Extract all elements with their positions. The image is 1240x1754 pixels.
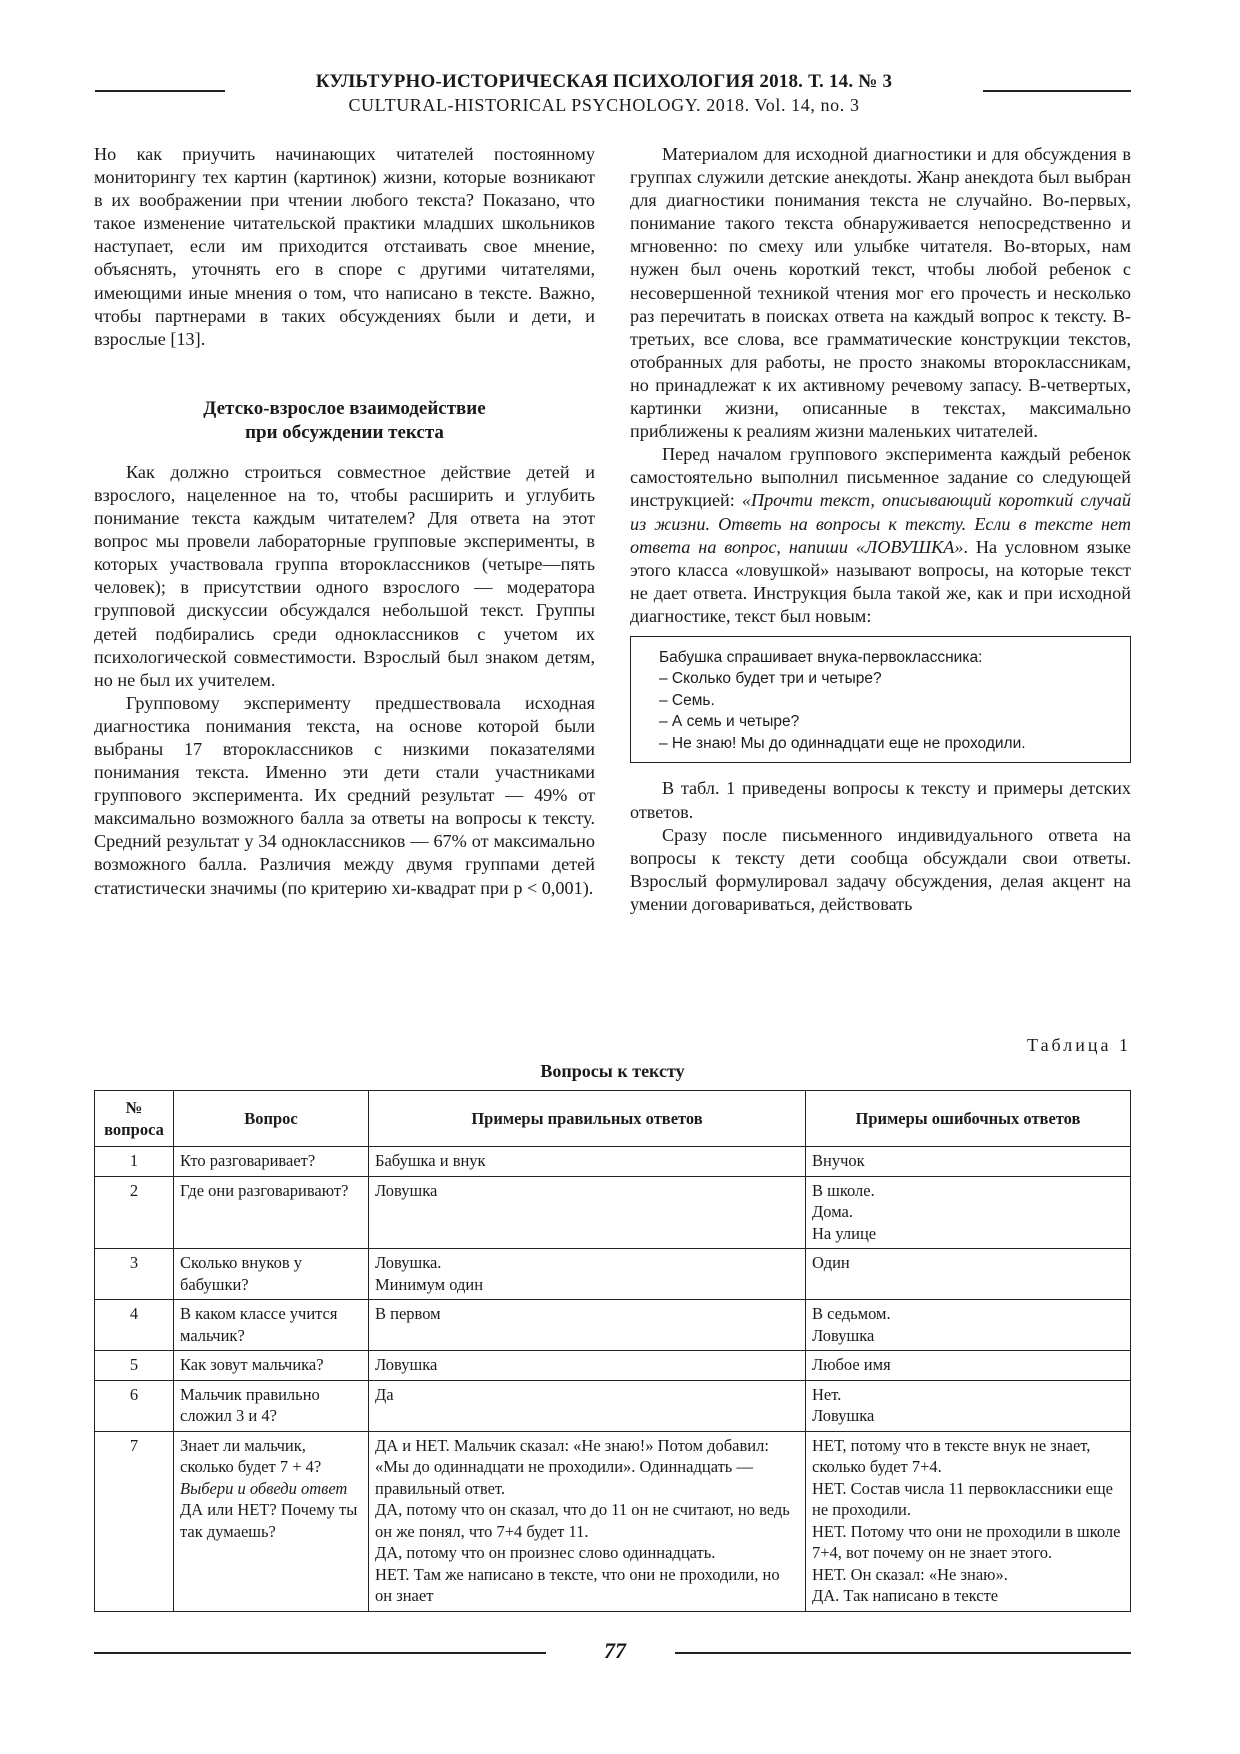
journal-header — [230, 70, 978, 116]
table-row — [95, 1249, 1131, 1300]
paragraph: Групповому эксперименту предшествовала исходная диагностика понимания текста, на основе которой были выбраны 17 второклассников с низкими показателями понимания текста. Именно эти дети стали участниками группового эксперимента. Их средний результат — 49% от максимально возможного балла за ответы на вопросы к тексту. Средний результат у 34 одноклассников — 67% от максимально возможного балла. Различия между двумя группами детей статистически значимы (по критерию хи-квадрат при р < 0,001). — [94, 692, 595, 898]
header-number: № вопроса — [95, 1091, 174, 1147]
row-correct: Да — [369, 1380, 806, 1431]
table-caption: Таблица 1 — [1027, 1035, 1131, 1055]
row-question: Где они разговаривают? — [174, 1176, 369, 1249]
header-rule-right — [983, 90, 1131, 92]
paragraph: В табл. 1 приведены вопросы к тексту и примеры детских ответов. — [630, 778, 1131, 822]
row-correct: ДА и НЕТ. Мальчик сказал: «Не знаю!» Потом добавил: «Мы до одиннадцати не проходили». Одиннадцать — правильный ответ. ДА, потому что он сказал, что до 11 он не считают, но ведь он же понял, что 7+4 будет 11. ДА, потому что он произнес слово одиннадцать. НЕТ. Там же написано в тексте, что они не проходили, но он знает — [369, 1431, 806, 1611]
row-wrong: Нет. Ловушка — [806, 1380, 1131, 1431]
row-correct: Ловушка — [369, 1176, 806, 1249]
row-wrong: Внучок — [806, 1147, 1131, 1177]
row-question: Кто разговаривает? — [174, 1147, 369, 1177]
paragraph-intro: Но как приучить начинающих читателей постоянному мониторингу тех картин (картинок) жизни, которые возникают в их воображении при чтении любого текста? Показано, что такое изменение читательской практики младших школьников наступает, если им приходится отстаивать свое мнение, объяснять, уточнять его в споре с другими читателями, имеющими иные мнения о том, что написано в тексте. Важно, чтобы партнерами в таких обсуждениях были и дети, и взрослые [13]. — [94, 144, 595, 349]
row-number: 1 — [95, 1147, 174, 1177]
paragraph: Материалом для исходной диагностики и для обсуждения в группах служили детские анекдоты. Жанр анекдота был выбран для диагностики понимания текста не случайно. Во-первых, понимание такого текста обнаруживается непосредственно и мгновенно: по смеху или улыбке читателя. Во-вторых, нам нужен был очень короткий текст, чтобы любой ребенок с несовершенной техникой чтения мог его прочесть и несколько раз перечитать в поисках ответа на каждый вопрос к тексту. В-третьих, все слова, все грамматические конструкции текстов, отобранных для работы, не просто знакомы второклассникам, но принадлежат к их активному речевому запасу. В-четвертых, картинки жизни, описанные в текстах, максимально приближены к реалиям жизни маленьких читателей. — [630, 144, 1131, 442]
row-question: В каком классе учится мальчик? — [174, 1300, 369, 1351]
table-row — [95, 1147, 1131, 1177]
table-row — [95, 1431, 1131, 1611]
questions-table — [94, 1090, 1131, 1612]
row-wrong: НЕТ, потому что в тексте внук не знает, сколько будет 7+4. НЕТ. Состав числа 11 первоклассники еще не проходили. НЕТ. Потому что они не проходили в школе 7+4, вот почему он не знает этого. НЕТ. Он сказал: «Не знаю». ДА. Так написано в тексте — [806, 1431, 1131, 1611]
row-question: Мальчик правильно сложил 3 и 4? — [174, 1380, 369, 1431]
anecdote-box — [630, 636, 1131, 764]
row-question: Сколько внуков у бабушки? — [174, 1249, 369, 1300]
row-wrong: Один — [806, 1249, 1131, 1300]
page-number: 77 — [604, 1638, 626, 1663]
section-title: Детско-взрослое взаимодействие при обсуждении текста — [203, 397, 486, 443]
row-number: 2 — [95, 1176, 174, 1249]
table-row — [95, 1176, 1131, 1249]
journal-title-en: CULTURAL-HISTORICAL PSYCHOLOGY. 2018. Vol. 14, no. 3 — [348, 95, 860, 115]
journal-title-ru: КУЛЬТУРНО-ИСТОРИЧЕСКАЯ ПСИХОЛОГИЯ 2018. Т. 14. № 3 — [315, 71, 893, 92]
row-question: Как зовут мальчика? — [174, 1351, 369, 1381]
row-number: 5 — [95, 1351, 174, 1381]
row-number: 7 — [95, 1431, 174, 1611]
header-correct: Примеры правильных ответов — [369, 1091, 806, 1147]
table-header-row — [95, 1091, 1131, 1147]
row-number: 4 — [95, 1300, 174, 1351]
row-question: Знает ли мальчик, сколько будет 7 + 4? Выбери и обведи ответ ДА или НЕТ? Почему ты так думаешь? — [174, 1431, 369, 1611]
row-correct: В первом — [369, 1300, 806, 1351]
footer-rule-left — [94, 1652, 546, 1654]
row-wrong: В седьмом. Ловушка — [806, 1300, 1131, 1351]
header-wrong: Примеры ошибочных ответов — [806, 1091, 1131, 1147]
anecdote-line: – Сколько будет три и четыре? — [659, 670, 882, 688]
table-row — [95, 1380, 1131, 1431]
row-correct: Ловушка — [369, 1351, 806, 1381]
table-row — [95, 1351, 1131, 1381]
anecdote-line: – Семь. — [659, 691, 715, 709]
row-correct: Бабушка и внук — [369, 1147, 806, 1177]
paragraph: Как должно строиться совместное действие детей и взрослого, нацеленное на то, чтобы расширить и углубить понимание текста каждым читателем? Для ответа на этот вопрос мы провели лабораторные групповые эксперименты, в которых участвовала группа второклассников (четыре—пять человек); в присутствии одного взрослого — модератора групповой дискуссии обсуждался небольшой текст. Группы детей подбирались среди одноклассников с учетом их психологической совместимости. Взрослый был знаком детям, но не был их учителем. — [94, 461, 595, 690]
header-rule-left — [95, 90, 225, 92]
footer-rule-right — [675, 1652, 1131, 1654]
left-column — [94, 143, 595, 900]
right-column — [630, 143, 1131, 916]
anecdote-line: – А семь и четыре? — [659, 713, 800, 731]
row-wrong: В школе. Дома. На улице — [806, 1176, 1131, 1249]
header-question: Вопрос — [174, 1091, 369, 1147]
paragraph-instruction: Перед началом группового эксперимента каждый ребенок самостоятельно выполнил письменное задание со следующей инструкцией: «Прочти текст, описывающий короткий случай из жизни. Ответь на вопросы к тексту. Если в тексте нет ответа на вопрос, напиши «ЛОВУШКА». На условном языке этого класса «ловушкой» называют вопросы, на которые текст не дает ответа. Инструкция была такой же, как и при исходной диагностике, текст был новым: — [630, 444, 1131, 626]
row-number: 6 — [95, 1380, 174, 1431]
anecdote-line: – Не знаю! Мы до одиннадцати еще не проходили. — [659, 734, 1026, 752]
table-row — [95, 1300, 1131, 1351]
row-correct: Ловушка. Минимум один — [369, 1249, 806, 1300]
table-title: Вопросы к тексту — [540, 1061, 685, 1081]
paragraph: Сразу после письменного индивидуального ответа на вопросы к тексту дети сообща обсуждали свои ответы. Взрослый формулировал задачу обсуждения, делая акцент на умении договариваться, действовать — [630, 824, 1131, 914]
row-wrong: Любое имя — [806, 1351, 1131, 1381]
anecdote-line: Бабушка спрашивает внука-первоклассника: — [659, 648, 983, 666]
row-number: 3 — [95, 1249, 174, 1300]
